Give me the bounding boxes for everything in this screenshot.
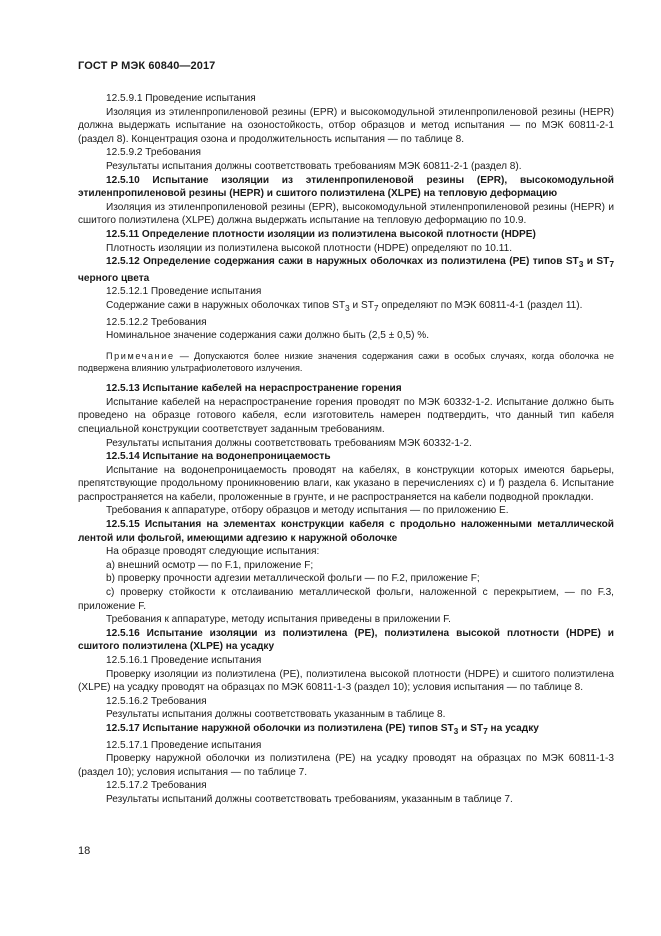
paragraph: Испытание на водонепроницаемость проводят на кабелях, в конструкции которых имеются барьеры, препятствующие продольному проникновению влаги, как указано в перечислениях с) и f) раздела 6. Испытание распространяется на кабели, проложенные в грунте, и не распространяется на кабели подводной прокладки. xyxy=(78,464,614,503)
clause-12-5-17-2: 12.5.17.2 Требования xyxy=(106,780,207,792)
paragraph: Результаты испытаний должны соответствовать требованиям, указанным в таблице 7. xyxy=(106,793,513,805)
paragraph: Изоляция из этиленпропиленовой резины (EPR), высокомодульной этиленпропиленовой резины (HEPR) и сшитого полиэтилена (XLPE) должна выдержать испытание на тепловую деформацию по 10.9. xyxy=(78,201,614,227)
clause-12-5-17-heading: 12.5.17 Испытание наружной оболочки из полиэтилена (PE) типов $ST_3$ и $ST_7$ на усадку xyxy=(106,722,539,736)
paragraph: Требования к аппаратуре, методу испытания приведены в приложении F. xyxy=(106,614,451,626)
paragraph: Требования к аппаратуре, отбору образцов и методу испытания — по приложению Е. xyxy=(106,505,509,517)
paragraph: Номинальное значение содержания сажи должно быть (2,5 ± 0,5) %. xyxy=(106,330,430,342)
list-item: c) проверку стойкости к отслаиванию металлической фольги, наложенной с перекрытием, — по F.3, приложение F. xyxy=(78,587,614,612)
document-header: ГОСТ Р МЭК 60840—2017 xyxy=(78,60,216,72)
clause-12-5-12-heading: 12.5.12 Определение содержания сажи в наружных оболочках из полиэтилена (PE) типов $ST_3$ и $ST_7$ черного цвета xyxy=(78,256,615,284)
note: Примечание — Допускаются более низкие значения содержания сажи в особых случаях, когда оболочка не подвержена влиянию ультрафиолетового излучения. xyxy=(78,350,614,373)
clause-12-5-12-1: 12.5.12.1 Проведение испытания xyxy=(106,286,262,298)
clause-12-5-9-2: 12.5.9.2 Требования xyxy=(106,147,201,159)
paragraph: Результаты испытания должны соответствовать требованиям МЭК 60811-2-1 (раздел 8). xyxy=(106,160,522,172)
paragraph: Результаты испытания должны соответствовать требованиям МЭК 60332-1-2. xyxy=(106,437,472,449)
clause-12-5-16-2: 12.5.16.2 Требования xyxy=(106,695,207,707)
clause-12-5-17-1: 12.5.17.1 Проведение испытания xyxy=(106,739,262,751)
clause-12-5-10-heading: 12.5.10 Испытание изоляции из этиленпропиленовой резины (EPR), высокомодульной этиленпропиленовой резины (HEPR) и сшитого полиэтилена (XLPE) на тепловую деформацию xyxy=(78,174,614,200)
paragraph: Проверку изоляции из полиэтилена (PE), полиэтилена высокой плотности (HDPE) и сшитого полиэтилена (XLPE) на усадку проводят на образцах по МЭК 60811-1-3 (раздел 10); условия испытания — по таблице 8. xyxy=(78,668,614,694)
clause-12-5-9-1: 12.5.9.1 Проведение испытания xyxy=(106,93,256,104)
list-item: a) внешний осмотр — по F.1, приложение F; xyxy=(106,559,314,571)
clause-12-5-12-2: 12.5.12.2 Требования xyxy=(106,316,207,328)
paragraph: Плотность изоляции из полиэтилена высокой плотности (HDPE) определяют по 10.11. xyxy=(106,242,513,254)
paragraph: Результаты испытания должны соответствовать указанным в таблице 8. xyxy=(106,709,446,721)
paragraph: Содержание сажи в наружных оболочках типов $ST_3$ и $ST_7$ определяют по МЭК 60811-4-1 (раздел 11). xyxy=(106,299,583,313)
clause-12-5-15-heading: 12.5.15 Испытания на элементах конструкции кабеля с продольно наложенными металлической лентой или фольгой, имеющими адгезию к наружной оболочке xyxy=(78,519,614,544)
clause-12-5-16-heading: 12.5.16 Испытание изоляции из полиэтилена (PE), полиэтилена высокой плотности (HDPE) и сшитого полиэтилена (XLPE) на усадку xyxy=(78,627,614,653)
paragraph: Проверку наружной оболочки из полиэтилена (PE) на усадку проводят на образцах по МЭК 60811-1-3 (раздел 10); условия испытания — по таблице 7. xyxy=(78,753,614,778)
clause-12-5-16-1: 12.5.16.1 Проведение испытания xyxy=(106,655,262,666)
document-body xyxy=(78,92,614,807)
page-number: 18 xyxy=(78,845,91,857)
paragraph: Испытание кабелей на нераспространение горения проводят по МЭК 60332-1-2. Испытание должно быть проведено на образце готового кабеля, если изготовитель намерен подтвердить, что данный тип кабеля специальной конструкции соответствует заданным требованиям. xyxy=(78,396,614,435)
paragraph: На образце проводят следующие испытания: xyxy=(106,546,320,558)
clause-12-5-11-heading: 12.5.11 Определение плотности изоляции из полиэтилена высокой плотности (HDPE) xyxy=(106,228,536,240)
note-title: Примечание xyxy=(106,350,175,361)
paragraph: Изоляция из этиленпропиленовой резины (EPR) и высокомодульной этиленпропиленовой резины (HEPR) должна выдержать испытание на озоностойкость, отбор образцов и метод испытания — по МЭК 60811-2-1 (раздел 8). Концентрация озона и продолжительность испытания — по таблице 8. xyxy=(78,106,614,145)
clause-12-5-13-heading: 12.5.13 Испытание кабелей на нераспространение горения xyxy=(106,383,402,395)
clause-12-5-14-heading: 12.5.14 Испытание на водонепроницаемость xyxy=(106,451,331,463)
list-item: b) проверку прочности адгезии металлической фольги — по F.2, приложение F; xyxy=(106,573,480,585)
